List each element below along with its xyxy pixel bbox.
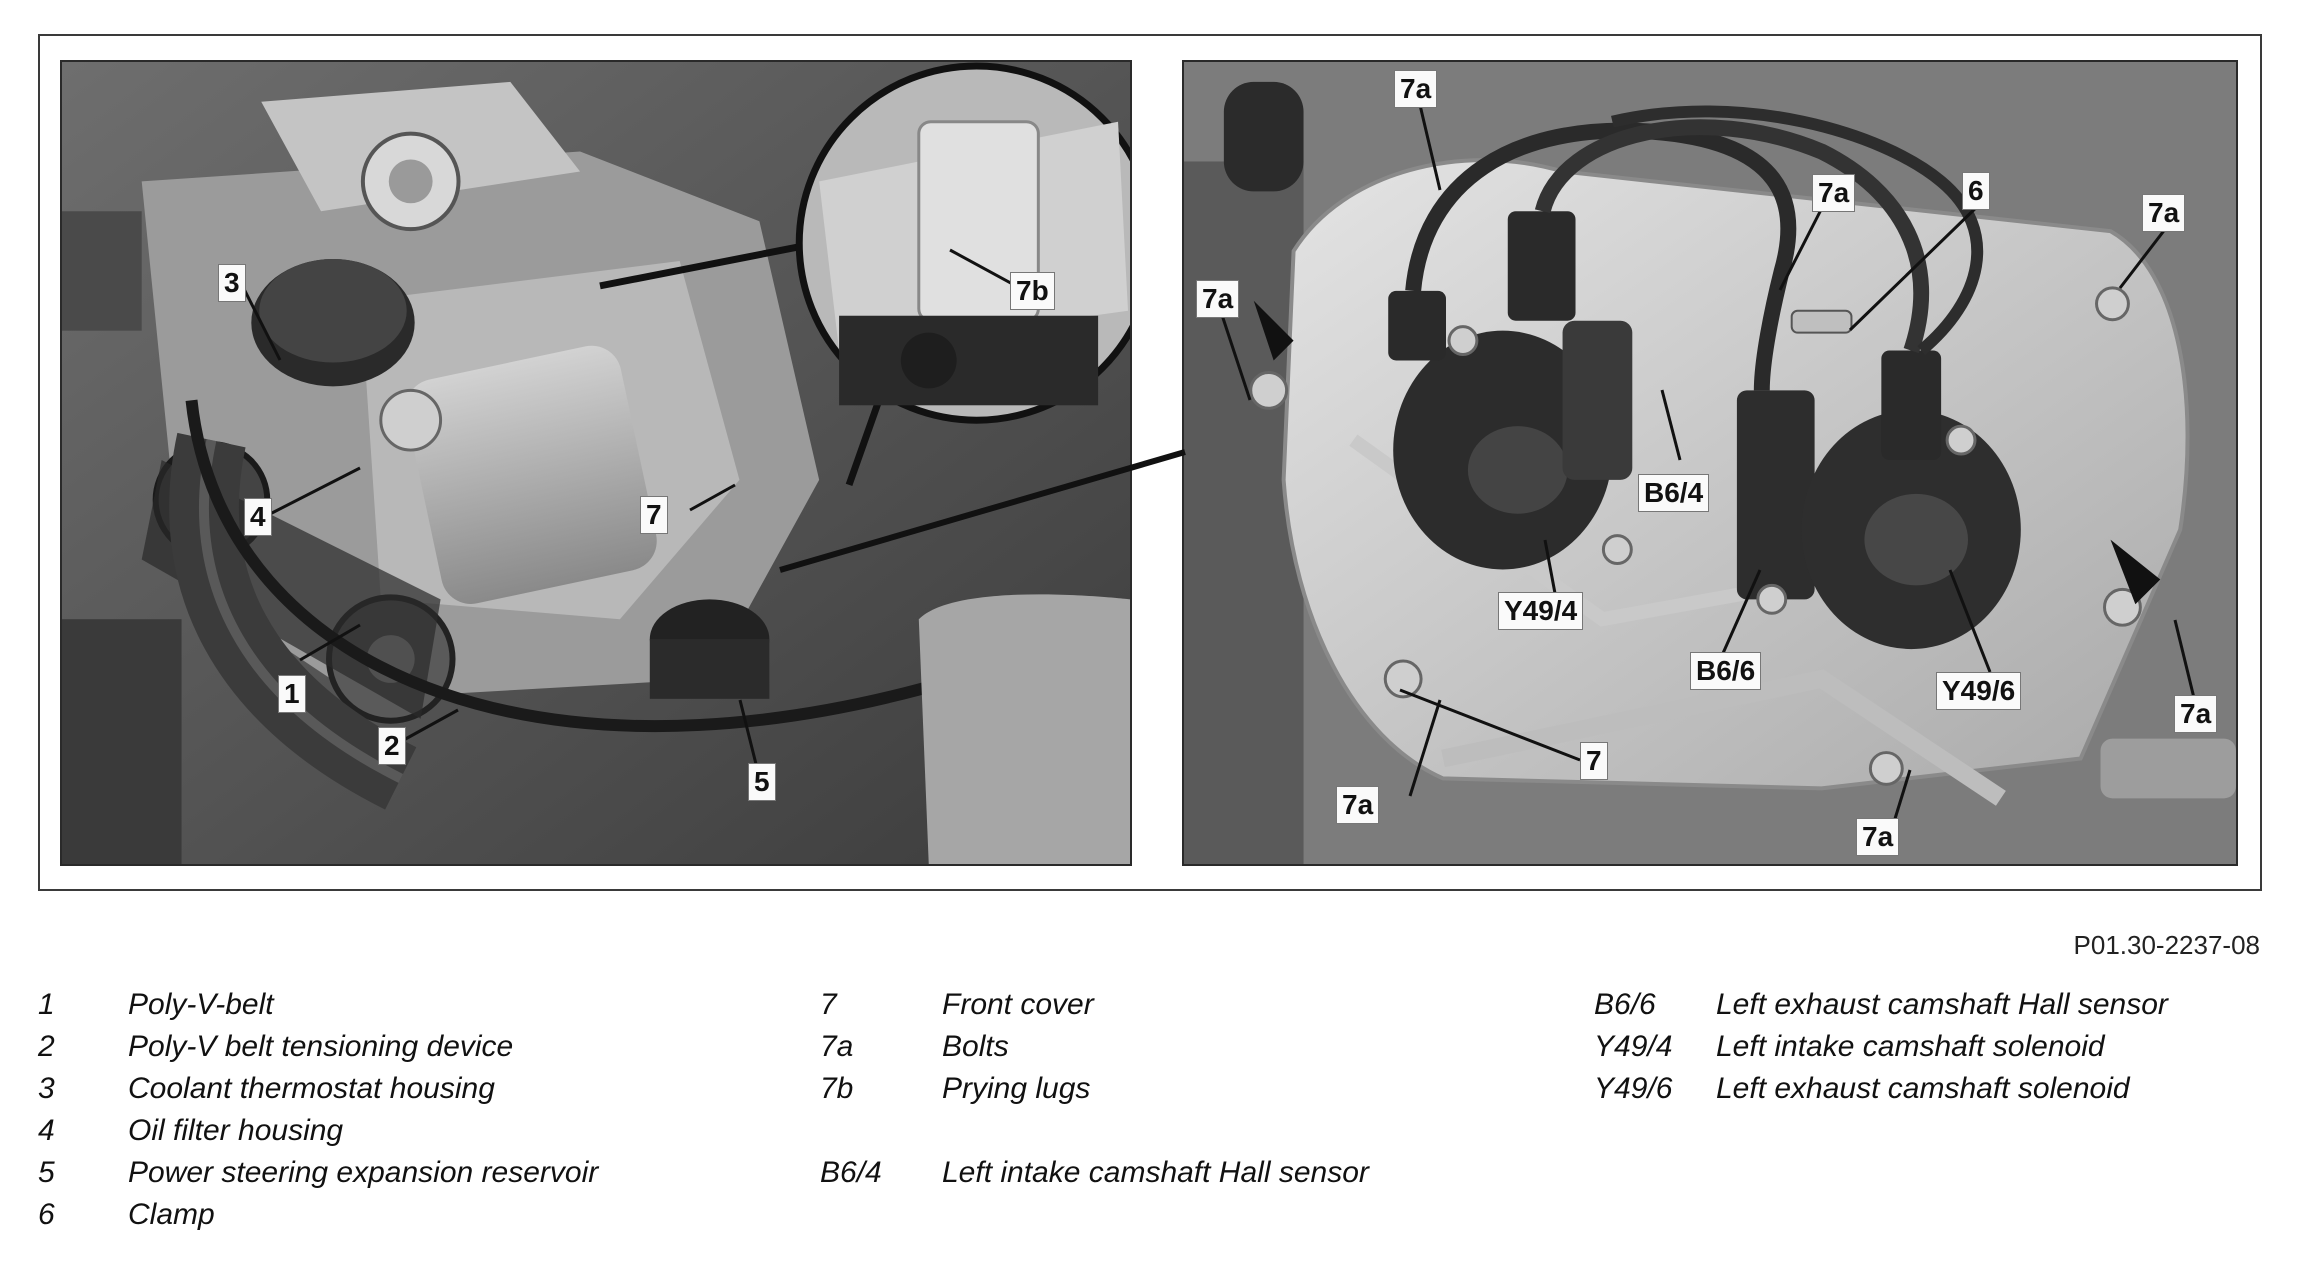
callout-label: 7a <box>1856 818 1899 856</box>
callout-label: 7a <box>1196 280 1239 318</box>
legend-spacer <box>820 1114 1580 1156</box>
legend-row <box>38 1156 798 1198</box>
legend-key: 5 <box>38 1156 55 1189</box>
legend-key: 7a <box>820 1030 854 1063</box>
legend-desc: Poly-V belt tensioning device <box>128 1030 514 1063</box>
legend-row <box>38 1114 798 1156</box>
legend-desc: Poly-V-belt <box>128 988 274 1021</box>
legend-desc: Power steering expansion reservoir <box>128 1156 599 1189</box>
legend-row <box>820 988 1580 1030</box>
legend-row <box>1594 1072 2268 1114</box>
legend-desc: Oil filter housing <box>128 1114 344 1147</box>
callout-label: 5 <box>748 763 776 801</box>
legend-desc: Left intake camshaft solenoid <box>1716 1030 2105 1063</box>
legend-desc: Coolant thermostat housing <box>128 1072 495 1105</box>
legend-column <box>1594 988 2268 1114</box>
callout-label: 7a <box>2142 194 2185 232</box>
legend-key: B6/4 <box>820 1156 882 1189</box>
legend-key: 2 <box>38 1030 55 1063</box>
legend-desc: Prying lugs <box>942 1072 1091 1105</box>
legend-row <box>38 1072 798 1114</box>
legend-row <box>38 988 798 1030</box>
legend-desc: Left exhaust camshaft Hall sensor <box>1716 988 2168 1021</box>
legend-key: 7 <box>820 988 837 1021</box>
legend-key: B6/6 <box>1594 988 1656 1021</box>
callout-label: 3 <box>218 264 246 302</box>
legend-key: Y49/4 <box>1594 1030 1673 1063</box>
callout-label: 7b <box>1010 272 1055 310</box>
callout-label: Y49/4 <box>1498 592 1583 630</box>
legend-key: 7b <box>820 1072 854 1105</box>
legend-column <box>38 988 798 1240</box>
legend-column <box>820 988 1580 1198</box>
legend-row <box>1594 988 2268 1030</box>
callout-label: 7a <box>2174 695 2217 733</box>
callout-label: B6/6 <box>1690 652 1761 690</box>
legend-key: Y49/6 <box>1594 1072 1673 1105</box>
legend-desc: Left exhaust camshaft solenoid <box>1716 1072 2130 1105</box>
callout-label: 7 <box>1580 742 1608 780</box>
drawing-number: P01.30-2237-08 <box>2073 930 2260 960</box>
callout-label: 4 <box>244 498 272 536</box>
legend-key: 1 <box>38 988 55 1021</box>
callout-label: 2 <box>378 727 406 765</box>
callout-label: 7 <box>640 496 668 534</box>
legend-desc: Bolts <box>942 1030 1009 1063</box>
legend-row <box>820 1156 1580 1198</box>
legend-row <box>820 1030 1580 1072</box>
callout-label: B6/4 <box>1638 474 1709 512</box>
callout-label: Y49/6 <box>1936 672 2021 710</box>
callout-label: 7a <box>1394 70 1437 108</box>
callout-label: 1 <box>278 675 306 713</box>
legend-desc: Clamp <box>128 1198 215 1231</box>
legend-key: 3 <box>38 1072 55 1105</box>
callout-label: 6 <box>1962 172 1990 210</box>
legend-key: 6 <box>38 1198 55 1231</box>
legend-row <box>820 1072 1580 1114</box>
legend-row <box>38 1030 798 1072</box>
legend-desc: Front cover <box>942 988 1094 1021</box>
legend <box>38 988 2268 1248</box>
callout-label: 7a <box>1336 786 1379 824</box>
legend-desc: Left intake camshaft Hall sensor <box>942 1156 1369 1189</box>
legend-row <box>1594 1030 2268 1072</box>
legend-row <box>38 1198 798 1240</box>
callout-label: 7a <box>1812 174 1855 212</box>
legend-key: 4 <box>38 1114 55 1147</box>
